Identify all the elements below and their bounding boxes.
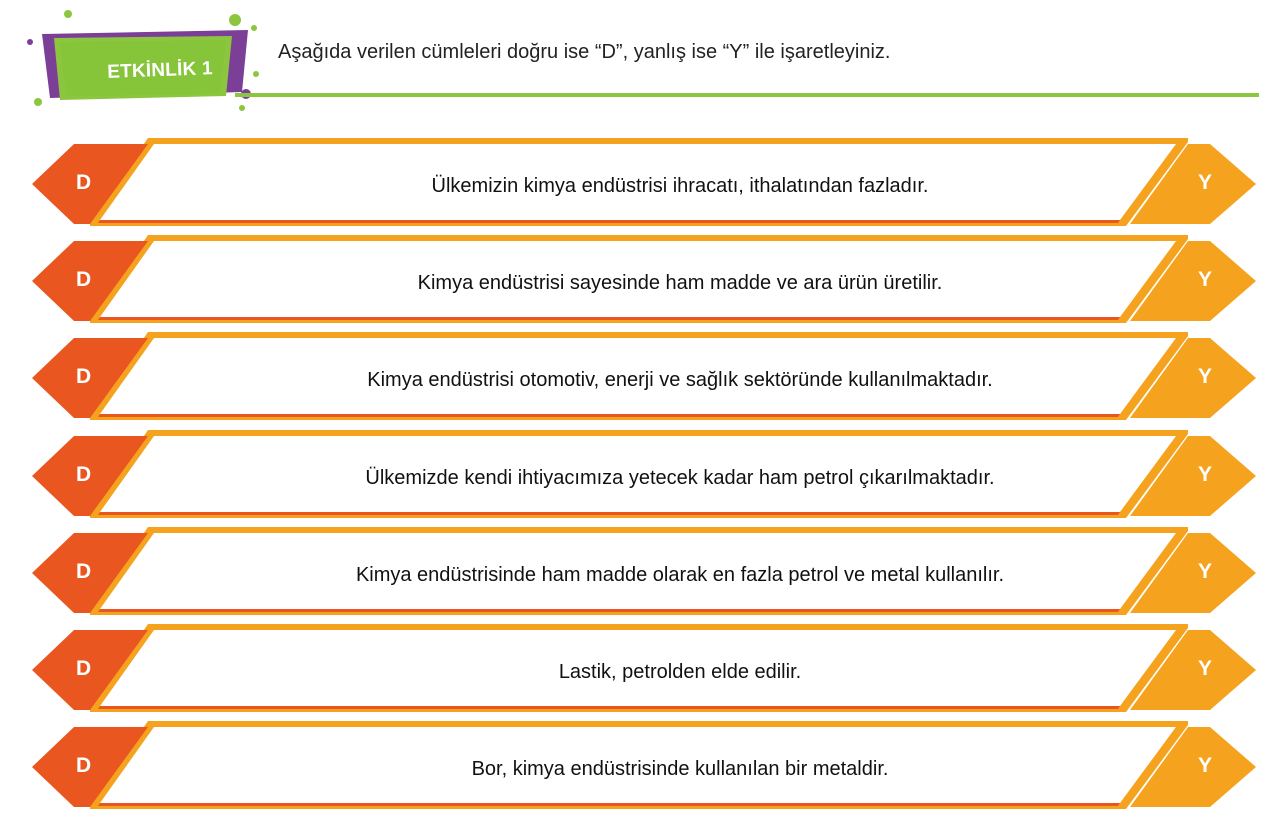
statement-text: Lastik, petrolden elde edilir. xyxy=(558,661,802,683)
statement-text: Kimya endüstrisi sayesinde ham madde ve ara ürün üretilir. xyxy=(417,272,943,294)
false-option-label: Y xyxy=(1198,365,1213,388)
banner-underline xyxy=(98,706,1120,709)
statement-row xyxy=(30,332,1258,420)
false-option-label: Y xyxy=(1198,268,1213,291)
true-option-label: D xyxy=(76,268,92,291)
banner-underline xyxy=(98,220,1120,223)
true-option-label: D xyxy=(76,754,92,777)
statement-text: Ülkemizde kendi ihtiyacımıza yetecek kadar ham petrol çıkarılmaktadır. xyxy=(365,467,995,489)
statement-text: Kimya endüstrisi otomotiv, enerji ve sağlık sektöründe kullanılmaktadır. xyxy=(367,369,993,391)
banner-underline xyxy=(98,512,1120,515)
banner-underline xyxy=(98,609,1120,612)
false-option-label: Y xyxy=(1198,657,1213,680)
statement-row xyxy=(30,721,1258,809)
banner-underline xyxy=(98,317,1120,320)
false-option-label: Y xyxy=(1198,754,1213,777)
banner-underline xyxy=(98,414,1120,417)
banner-underline xyxy=(98,803,1120,806)
statement-row xyxy=(30,527,1258,615)
activity-badge xyxy=(20,8,270,112)
true-option-label: D xyxy=(76,560,92,583)
statement-row xyxy=(30,235,1258,323)
statement-text: Kimya endüstrisinde ham madde olarak en fazla petrol ve metal kullanılır. xyxy=(355,564,1005,586)
true-option-label: D xyxy=(76,171,92,194)
false-option-label: Y xyxy=(1198,171,1213,194)
statement-row xyxy=(30,430,1258,518)
badge-label: ETKİNLİK 1 xyxy=(106,58,214,83)
false-option-label: Y xyxy=(1198,463,1213,486)
true-option-label: D xyxy=(76,365,92,388)
true-option-label: D xyxy=(76,657,92,680)
instruction-text: Aşağıda verilen cümleleri doğru ise “D”, yanlış ise “Y” ile işaretleyiniz. xyxy=(278,41,891,63)
statement-row xyxy=(30,624,1258,712)
statement-row xyxy=(30,138,1258,226)
statement-text: Ülkemizin kimya endüstrisi ihracatı, ithalatından fazladır. xyxy=(431,175,929,197)
statement-text: Bor, kimya endüstrisinde kullanılan bir metaldir. xyxy=(471,758,889,780)
true-option-label: D xyxy=(76,463,92,486)
header-divider xyxy=(235,93,1259,97)
false-option-label: Y xyxy=(1198,560,1213,583)
